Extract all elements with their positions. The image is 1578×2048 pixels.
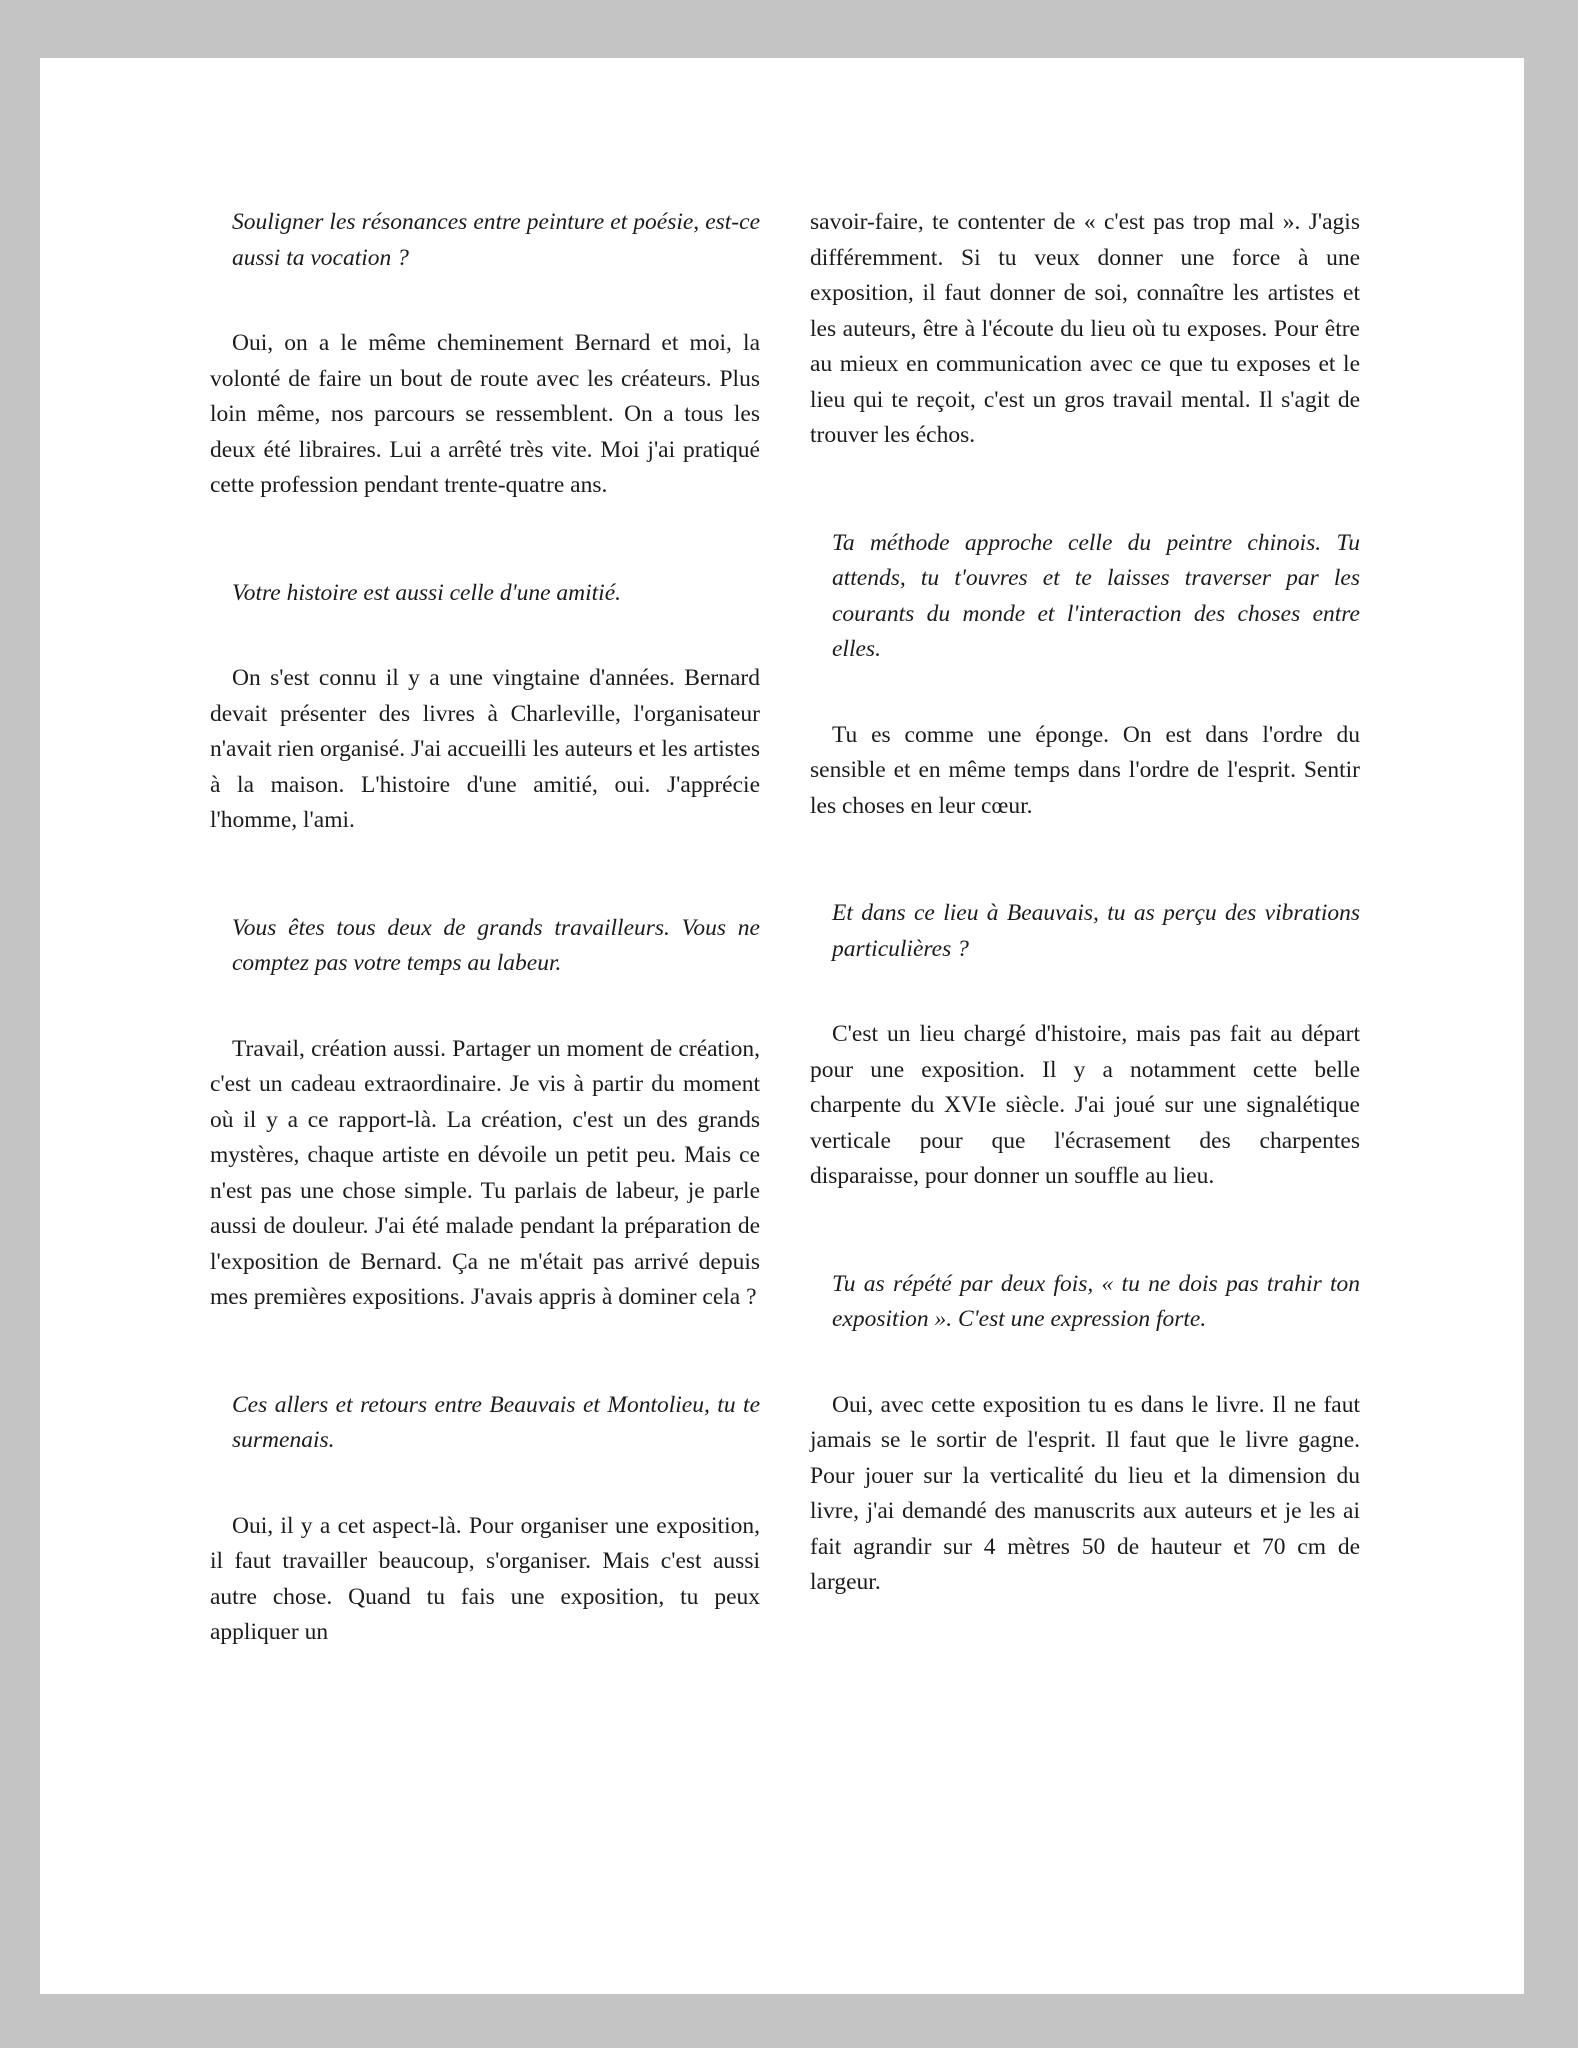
left-column (210, 205, 760, 1651)
question-6: Et dans ce lieu à Beauvais, tu as perçu des vibrations particulières ? (832, 900, 1360, 962)
right-column (810, 205, 1360, 1601)
question-7: Tu as répété par deux fois, « tu ne dois pas trahir ton exposition ». C'est une expression forte. (832, 1270, 1360, 1332)
question-5: Ta méthode approche celle du peintre chinois. Tu attends, tu t'ouvres et te laisses traverser par les courants du monde et l'interaction des choses entre elles. (832, 529, 1360, 662)
answer-2: On s'est connu il y a une vingtaine d'années. Bernard devait présenter des livres à Charleville, l'organisateur n'avait rien organisé. J'ai accueilli les auteurs et les artistes à la maison. L'histoire d'une amitié, oui. J'apprécie l'homme, l'ami. (210, 665, 760, 833)
answer-5: Tu es comme une éponge. On est dans l'ordre du sensible et en même temps dans l'ordre de l'esprit. Sentir les choses en leur cœur. (810, 721, 1360, 819)
answer-3: Travail, création aussi. Partager un moment de création, c'est un cadeau extraordinaire. Je vis à partir du moment où il y a ce rapport-là. La création, c'est un des grands mystères, chaque artiste en dévoile un petit peu. Mais ce n'est pas une chose simple. Tu parlais de labeur, je parle aussi de douleur. J'ai été malade pendant la préparation de l'exposition de Bernard. Ça ne m'était pas arrivé depuis mes premières expositions. J'avais appris à dominer cela ? (210, 1035, 760, 1310)
question-2: Votre histoire est aussi celle d'une amitié. (232, 579, 622, 606)
question-1: Souligner les résonances entre peinture et poésie, est-ce aussi ta vocation ? (232, 209, 760, 271)
question-4: Ces allers et retours entre Beauvais et Montolieu, tu te surmenais. (232, 1391, 760, 1453)
answer-4: Oui, il y a cet aspect-là. Pour organiser une exposition, il faut travailler beaucoup, s'organiser. Mais c'est aussi autre chose. Quand tu fais une exposition, tu peux appliquer un (210, 1512, 760, 1645)
question-3: Vous êtes tous deux de grands travailleurs. Vous ne comptez pas votre temps au labeur. (232, 914, 760, 976)
answer-4-continued: savoir-faire, te contenter de « c'est pas trop mal ». J'agis différemment. Si tu veux donner une force à une exposition, il faut donner de soi, connaître les artistes et les auteurs, être à l'écoute du lieu où tu exposes. Pour être au mieux en communication avec ce que tu exposes et le lieu qui te reçoit, c'est un gros travail mental. Il s'agit de trouver les échos. (810, 209, 1360, 448)
answer-6: C'est un lieu chargé d'histoire, mais pas fait au départ pour une exposition. Il y a notamment cette belle charpente du XVIe siècle. J'ai joué sur une signalétique verticale pour que l'écrasement des charpentes disparaisse, pour donner un souffle au lieu. (810, 1021, 1360, 1189)
answer-7: Oui, avec cette exposition tu es dans le livre. Il ne faut jamais se le sortir de l'esprit. Il faut que le livre gagne. Pour jouer sur la verticalité du lieu et la dimension du livre, j'ai demandé des manuscrits aux auteurs et je les ai fait agrandir sur 4 mètres 50 de hauteur et 70 cm de largeur. (810, 1391, 1360, 1595)
answer-1: Oui, on a le même cheminement Bernard et moi, la volonté de faire un bout de route avec les créateurs. Plus loin même, nos parcours se ressemblent. On a tous les deux été libraires. Lui a arrêté très vite. Moi j'ai pratiqué cette profession pendant trente-quatre ans. (210, 330, 760, 498)
